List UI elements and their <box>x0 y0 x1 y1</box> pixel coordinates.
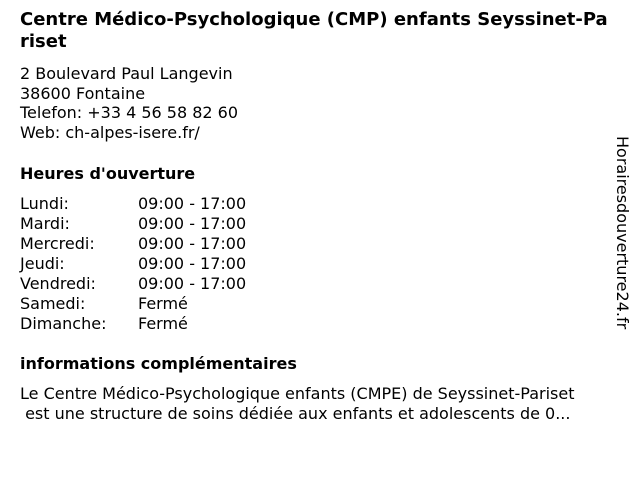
day-label: Dimanche: <box>20 314 107 333</box>
website: Web: ch-alpes-isere.fr/ <box>20 122 200 142</box>
description-line-2: est une structure de soins dédiée aux enfants et adolescents de 0... <box>20 404 571 423</box>
place-title: Centre Médico-Psychologique (CMP) enfants Seyssinet-Pariset <box>20 9 608 52</box>
day-label: Mercredi: <box>20 234 95 253</box>
address-block <box>20 64 238 142</box>
time-range: Fermé <box>138 314 188 333</box>
day-label: Mardi: <box>20 214 70 233</box>
opening-hours-heading: Heures d'ouverture <box>20 164 196 183</box>
time-range: 09:00 - 17:00 <box>138 194 247 213</box>
day-label: Vendredi: <box>20 274 96 293</box>
time-range: 09:00 - 17:00 <box>138 214 247 233</box>
additional-info-heading: informations complémentaires <box>20 354 297 373</box>
time-range: 09:00 - 17:00 <box>138 234 247 253</box>
time-range: Fermé <box>138 294 188 313</box>
day-label: Samedi: <box>20 294 86 313</box>
day-label: Jeudi: <box>20 254 65 273</box>
time-range: 09:00 - 17:00 <box>138 274 247 293</box>
time-range: 09:00 - 17:00 <box>138 254 247 273</box>
street-address: 2 Boulevard Paul Langevin <box>20 64 233 83</box>
description-line-1: Le Centre Médico-Psychologique enfants (CMPE) de Seyssinet-Pariset <box>20 384 575 403</box>
description-text <box>20 384 625 424</box>
city-postcode: 38600 Fontaine <box>20 83 146 103</box>
site-watermark: Horairesdouverture24.fr <box>613 136 632 330</box>
phone-number: Telefon: +33 4 56 58 82 60 <box>20 103 239 122</box>
day-label: Lundi: <box>20 194 69 213</box>
